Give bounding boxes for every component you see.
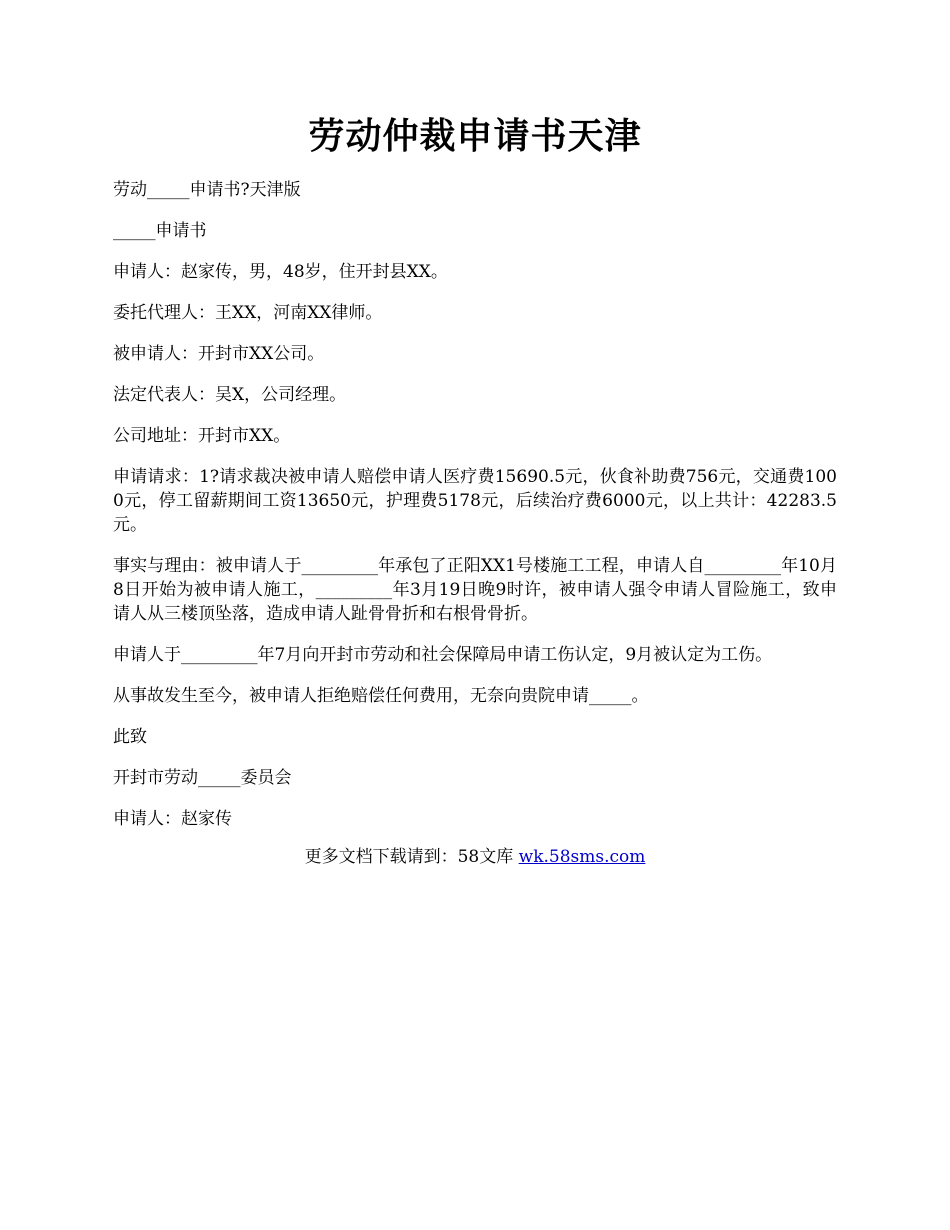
paragraph-legal-representative: 法定代表人：吴X，公司经理。 — [113, 385, 347, 405]
document-body — [113, 178, 837, 848]
paragraph-heading: _____申请书 — [113, 221, 207, 241]
paragraph-injury-recognition: 申请人于_________年7月向开封市劳动和社会保障局申请工伤认定，9月被认定为工伤。 — [113, 645, 773, 665]
footer-link[interactable]: wk.58sms.com — [518, 847, 646, 867]
paragraph-facts-and-reasons: 事实与理由：被申请人于_________年承包了正阳XX1号楼施工工程，申请人自_________年10月8日开始为被申请人施工，_________年3月19日晚9时许，被申请人强令申请人冒险施工，致申请人从三楼顶坠落，造成申请人趾骨骨折和右根骨骨折。 — [113, 556, 837, 624]
paragraph-signature: 申请人：赵家传 — [113, 809, 232, 829]
paragraph-claims: 申请请求：1?请求裁决被申请人赔偿申请人医疗费15690.5元，伙食补助费756元，交通费1000元，停工留薪期间工资13650元，护理费5178元，后续治疗费6000元，以上共计：42283.5元。 — [113, 467, 837, 535]
footer-download-note — [0, 845, 950, 869]
paragraph-recipient: 开封市劳动_____委员会 — [113, 768, 292, 788]
paragraph-company-address: 公司地址：开封市XX。 — [113, 426, 291, 446]
paragraph-respondent: 被申请人：开封市XX公司。 — [113, 344, 325, 364]
paragraph-salutation: 此致 — [113, 727, 147, 747]
paragraph-subtitle: 劳动_____申请书?天津版 — [113, 180, 301, 200]
paragraph-agent: 委托代理人：王XX，河南XX律师。 — [113, 303, 383, 323]
document-title: 劳动仲裁申请书天津 — [308, 115, 642, 157]
paragraph-refusal: 从事故发生至今，被申请人拒绝赔偿任何费用，无奈向贵院申请_____。 — [113, 686, 649, 706]
footer-text: 更多文档下载请到：58文库 — [304, 847, 519, 867]
paragraph-applicant: 申请人：赵家传，男，48岁，住开封县XX。 — [113, 262, 448, 282]
